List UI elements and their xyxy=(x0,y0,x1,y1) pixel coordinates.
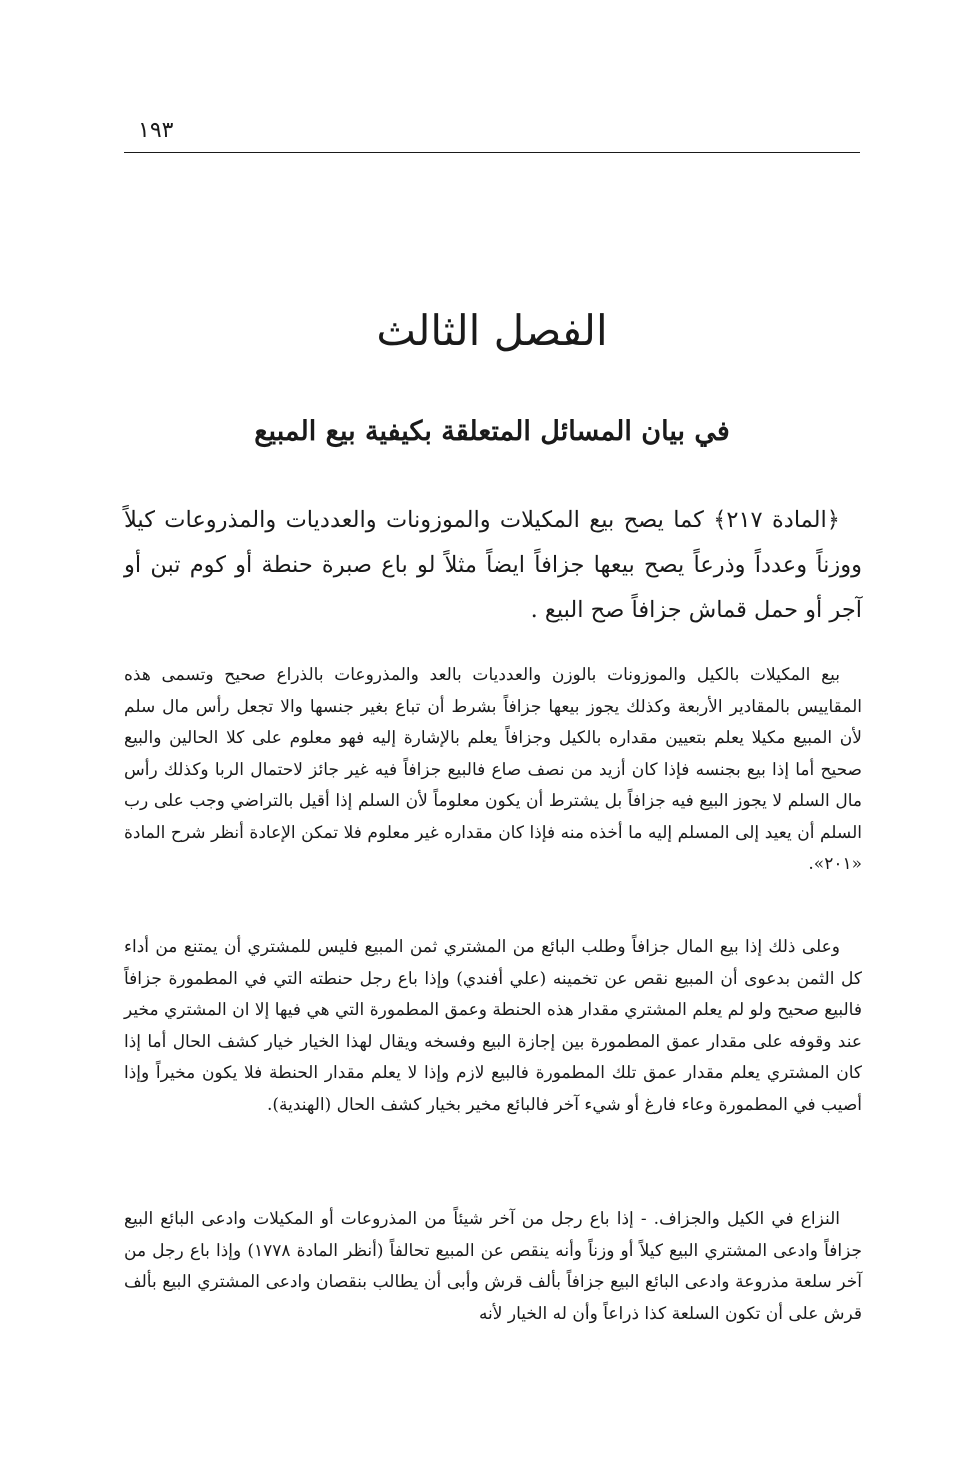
chapter-subtitle: في بيان المسائل المتعلقة بكيفية بيع المبيع xyxy=(254,416,730,447)
header-rule xyxy=(124,152,860,153)
commentary-paragraph: وعلى ذلك إذا بيع المال جزافاً وطلب البائع من المشتري ثمن المبيع فليس للمشتري أن يمتنع من أداء كل الثمن بدعوى أن المبيع نقص عن تخمينه (علي أفندي) وإذا باع رجل حنطته التي في المطمورة جزافاً فالبيع صحيح ولو لم يعلم المشتري مقدار هذه الحنطة وعمق المطمورة التي هي فيها إلا ان المشتري مخير عند وقوفه على مقدار عمق المطمورة بين إجازة البيع وفسخه ويقال لهذا الخيار خيار كشف الحال أما إذا كان المشتري يعلم مقدار عمق تلك المطمورة فالبيع لازم وإذا لا يعلم مقدار الحنطة فلا يكون مخيراً وإذا أصيب في المطمورة وعاء فارغ أو شيء آخر فالبائع مخير بخيار كشف الحال (الهندية). xyxy=(124,937,862,1115)
commentary-paragraph: النزاع في الكيل والجزاف. - إذا باع رجل من آخر شيئاً من المذروعات أو المكيلات وادعى البائع البيع جزافاً وادعى المشتري البيع كيلاً أو وزناً وأنه ينقص عن المبيع تحالفاً (أنظر المادة ١٧٧٨) وإذا باع رجل من آخر سلعة مذروعة وادعى البائع البيع جزافاً بألف قرش وأبى أن يطالب بنقصان وادعى المشتري البيع بألف قرش على أن تكون السلعة كذا ذراعاً وأن له الخيار لأنه xyxy=(124,1209,862,1324)
page-number: ١٩٣ xyxy=(138,118,174,143)
commentary-paragraph: بيع المكيلات بالكيل والموزونات بالوزن والعدديات بالعد والمذروعات بالذراع صحيح وتسمى هذه المقاييس بالمقادير الأربعة وكذلك يجوز بيعها جزافاً بشرط أن تباع بغير جنسها والا تجعل رأس مال سلم لأن المبيع مكيلا يعلم بتعيين مقداره بالكيل وجزافاً يعلم بالإشارة إليه فهو معلوم على كلا الحالين والبيع صحيح أما إذا بيع بجنسه فإذا كان أزيد من نصف صاع فالبيع جزافاً فيه غير جائز لاحتمال الربا وكذلك رأس مال السلم لا يجوز البيع فيه جزافاً بل يشترط أن يكون معلوماً لأن السلم إذا أقيل بالتراضي وجب على رب السلم أن يعيد إلى المسلم إليه ما أخذه منه فإذا كان مقداره غير معلوم فلا تمكن الإعادة أنظر شرح المادة «٢٠١». xyxy=(124,665,862,874)
article-217-text: ﴿المادة ٢١٧﴾ كما يصح بيع المكيلات والموزونات والعدديات والمذروعات كيلاً ووزناً وعدداً وذرعاً يصح بيعها جزافاً ايضاً مثلاً لو باع صبرة حنطة أو كوم تبن أو آجر أو حمل قماش جزافاً صح البيع . xyxy=(124,507,862,623)
chapter-title: الفصل الثالث xyxy=(376,306,608,355)
